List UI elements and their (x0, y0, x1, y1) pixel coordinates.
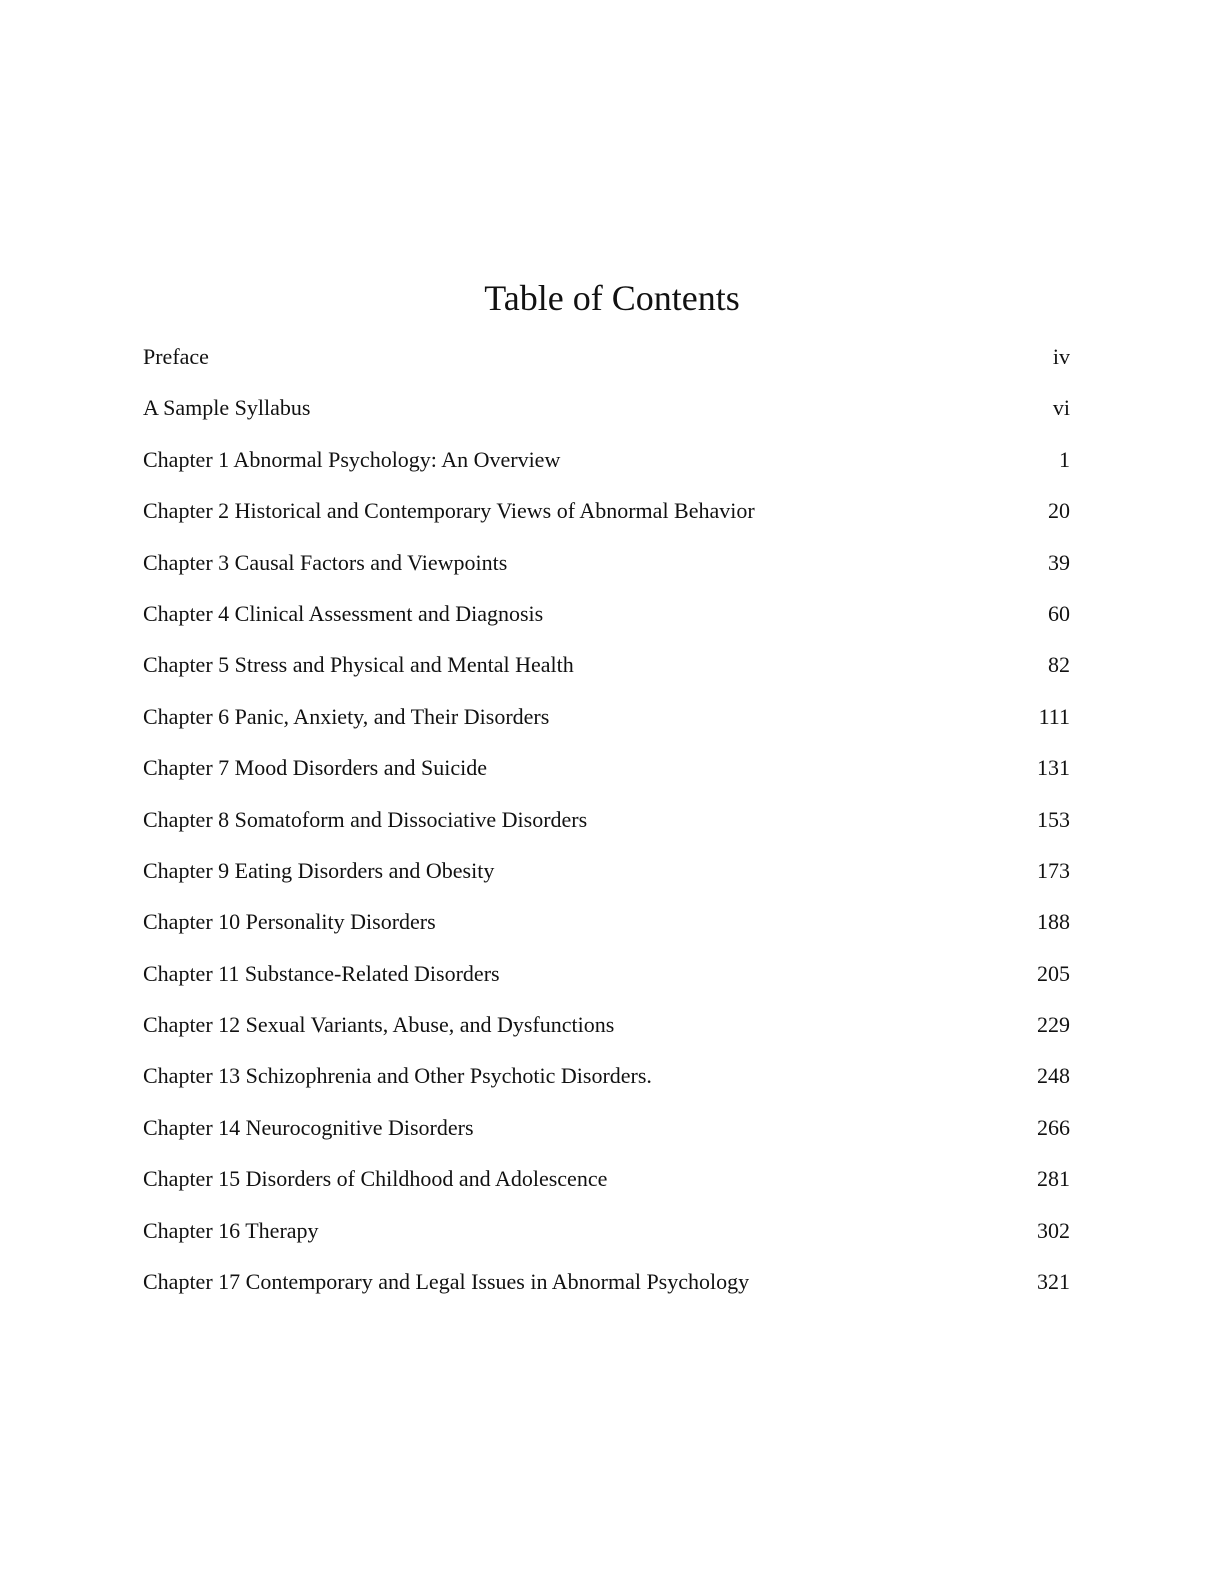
toc-entry-page-number: 82 (1048, 652, 1070, 678)
toc-entry-title: Chapter 17 Contemporary and Legal Issues in Abnormal Psychology (143, 1269, 750, 1295)
toc-entry-chapter-8 (143, 798, 1070, 849)
toc-entry-page-number: 1 (1059, 446, 1070, 472)
toc-entry-page-number: 248 (1037, 1063, 1070, 1089)
toc-entry-title: Chapter 6 Panic, Anxiety, and Their Disorders (143, 703, 550, 729)
toc-entry-chapter-15 (143, 1157, 1070, 1208)
toc-entry-page-number: 153 (1037, 806, 1070, 832)
toc-entry-page-number: 229 (1037, 1012, 1070, 1038)
toc-entry-chapter-17 (143, 1260, 1070, 1311)
page-title: Table of Contents (484, 278, 740, 318)
toc-entry-chapter-14 (143, 1106, 1070, 1157)
toc-entry-title: Chapter 14 Neurocognitive Disorders (143, 1114, 474, 1140)
toc-entry-title: Chapter 10 Personality Disorders (143, 909, 436, 935)
toc-entry-page-number: 205 (1037, 960, 1070, 986)
toc-entry-chapter-11 (143, 952, 1070, 1003)
toc-entry-page-number: 131 (1037, 755, 1070, 781)
toc-entry-preface (143, 335, 1070, 386)
toc-entry-chapter-3 (143, 541, 1070, 592)
toc-entry-title: Chapter 3 Causal Factors and Viewpoints (143, 549, 508, 575)
toc-entry-title: Chapter 8 Somatoform and Dissociative Disorders (143, 806, 588, 832)
toc-entry-chapter-1 (143, 438, 1070, 489)
toc-entry-title: Chapter 1 Abnormal Psychology: An Overview (143, 446, 561, 472)
toc-entry-page-number: iv (1052, 344, 1070, 369)
toc-entry-chapter-13 (143, 1054, 1070, 1105)
toc-entry-chapter-2 (143, 489, 1070, 540)
toc-entry-page-number: 302 (1037, 1217, 1070, 1243)
toc-entry-title: Chapter 12 Sexual Variants, Abuse, and Dysfunctions (143, 1012, 615, 1038)
toc-entry-page-number: 60 (1048, 600, 1070, 626)
toc-entry-page-number: 281 (1037, 1166, 1070, 1192)
toc-entry-chapter-9 (143, 849, 1070, 900)
toc-entry-title: Chapter 16 Therapy (143, 1217, 319, 1243)
toc-entry-page-number: 321 (1037, 1269, 1070, 1295)
toc-entry-page-number: 188 (1037, 909, 1070, 935)
toc-entry-page-number: 111 (1038, 703, 1070, 729)
toc-entry-title: Chapter 5 Stress and Physical and Mental Health (143, 652, 574, 678)
toc-entry-page-number: 266 (1037, 1114, 1070, 1140)
toc-entry-chapter-12 (143, 1003, 1070, 1054)
toc-entry-chapter-10 (143, 900, 1070, 951)
toc-entry-page-number: 20 (1048, 498, 1070, 524)
toc-entry-title: Preface (143, 344, 209, 369)
toc-entry-chapter-4 (143, 592, 1070, 643)
toc-entry-title: Chapter 2 Historical and Contemporary Views of Abnormal Behavior (143, 498, 755, 524)
toc-entry-page-number: 39 (1048, 549, 1070, 575)
toc-entry-chapter-16 (143, 1209, 1070, 1260)
toc-entry-chapter-6 (143, 695, 1070, 746)
toc-entry-title: A Sample Syllabus (143, 395, 311, 421)
toc-entry-page-number: vi (1052, 395, 1070, 421)
toc-entry-title: Chapter 9 Eating Disorders and Obesity (143, 857, 495, 883)
toc-entry-chapter-7 (143, 746, 1070, 797)
toc-entry-title: Chapter 4 Clinical Assessment and Diagnosis (143, 600, 544, 626)
toc-entry-title: Chapter 13 Schizophrenia and Other Psychotic Disorders. (143, 1063, 652, 1089)
toc-entry-chapter-5 (143, 643, 1070, 694)
toc-entry-title: Chapter 7 Mood Disorders and Suicide (143, 755, 487, 781)
toc-list (143, 335, 1070, 1311)
toc-entry-title: Chapter 11 Substance-Related Disorders (143, 960, 500, 986)
toc-entry-title: Chapter 15 Disorders of Childhood and Adolescence (143, 1166, 608, 1192)
toc-entry-page-number: 173 (1037, 857, 1070, 883)
toc-entry-sample-syllabus (143, 386, 1070, 437)
